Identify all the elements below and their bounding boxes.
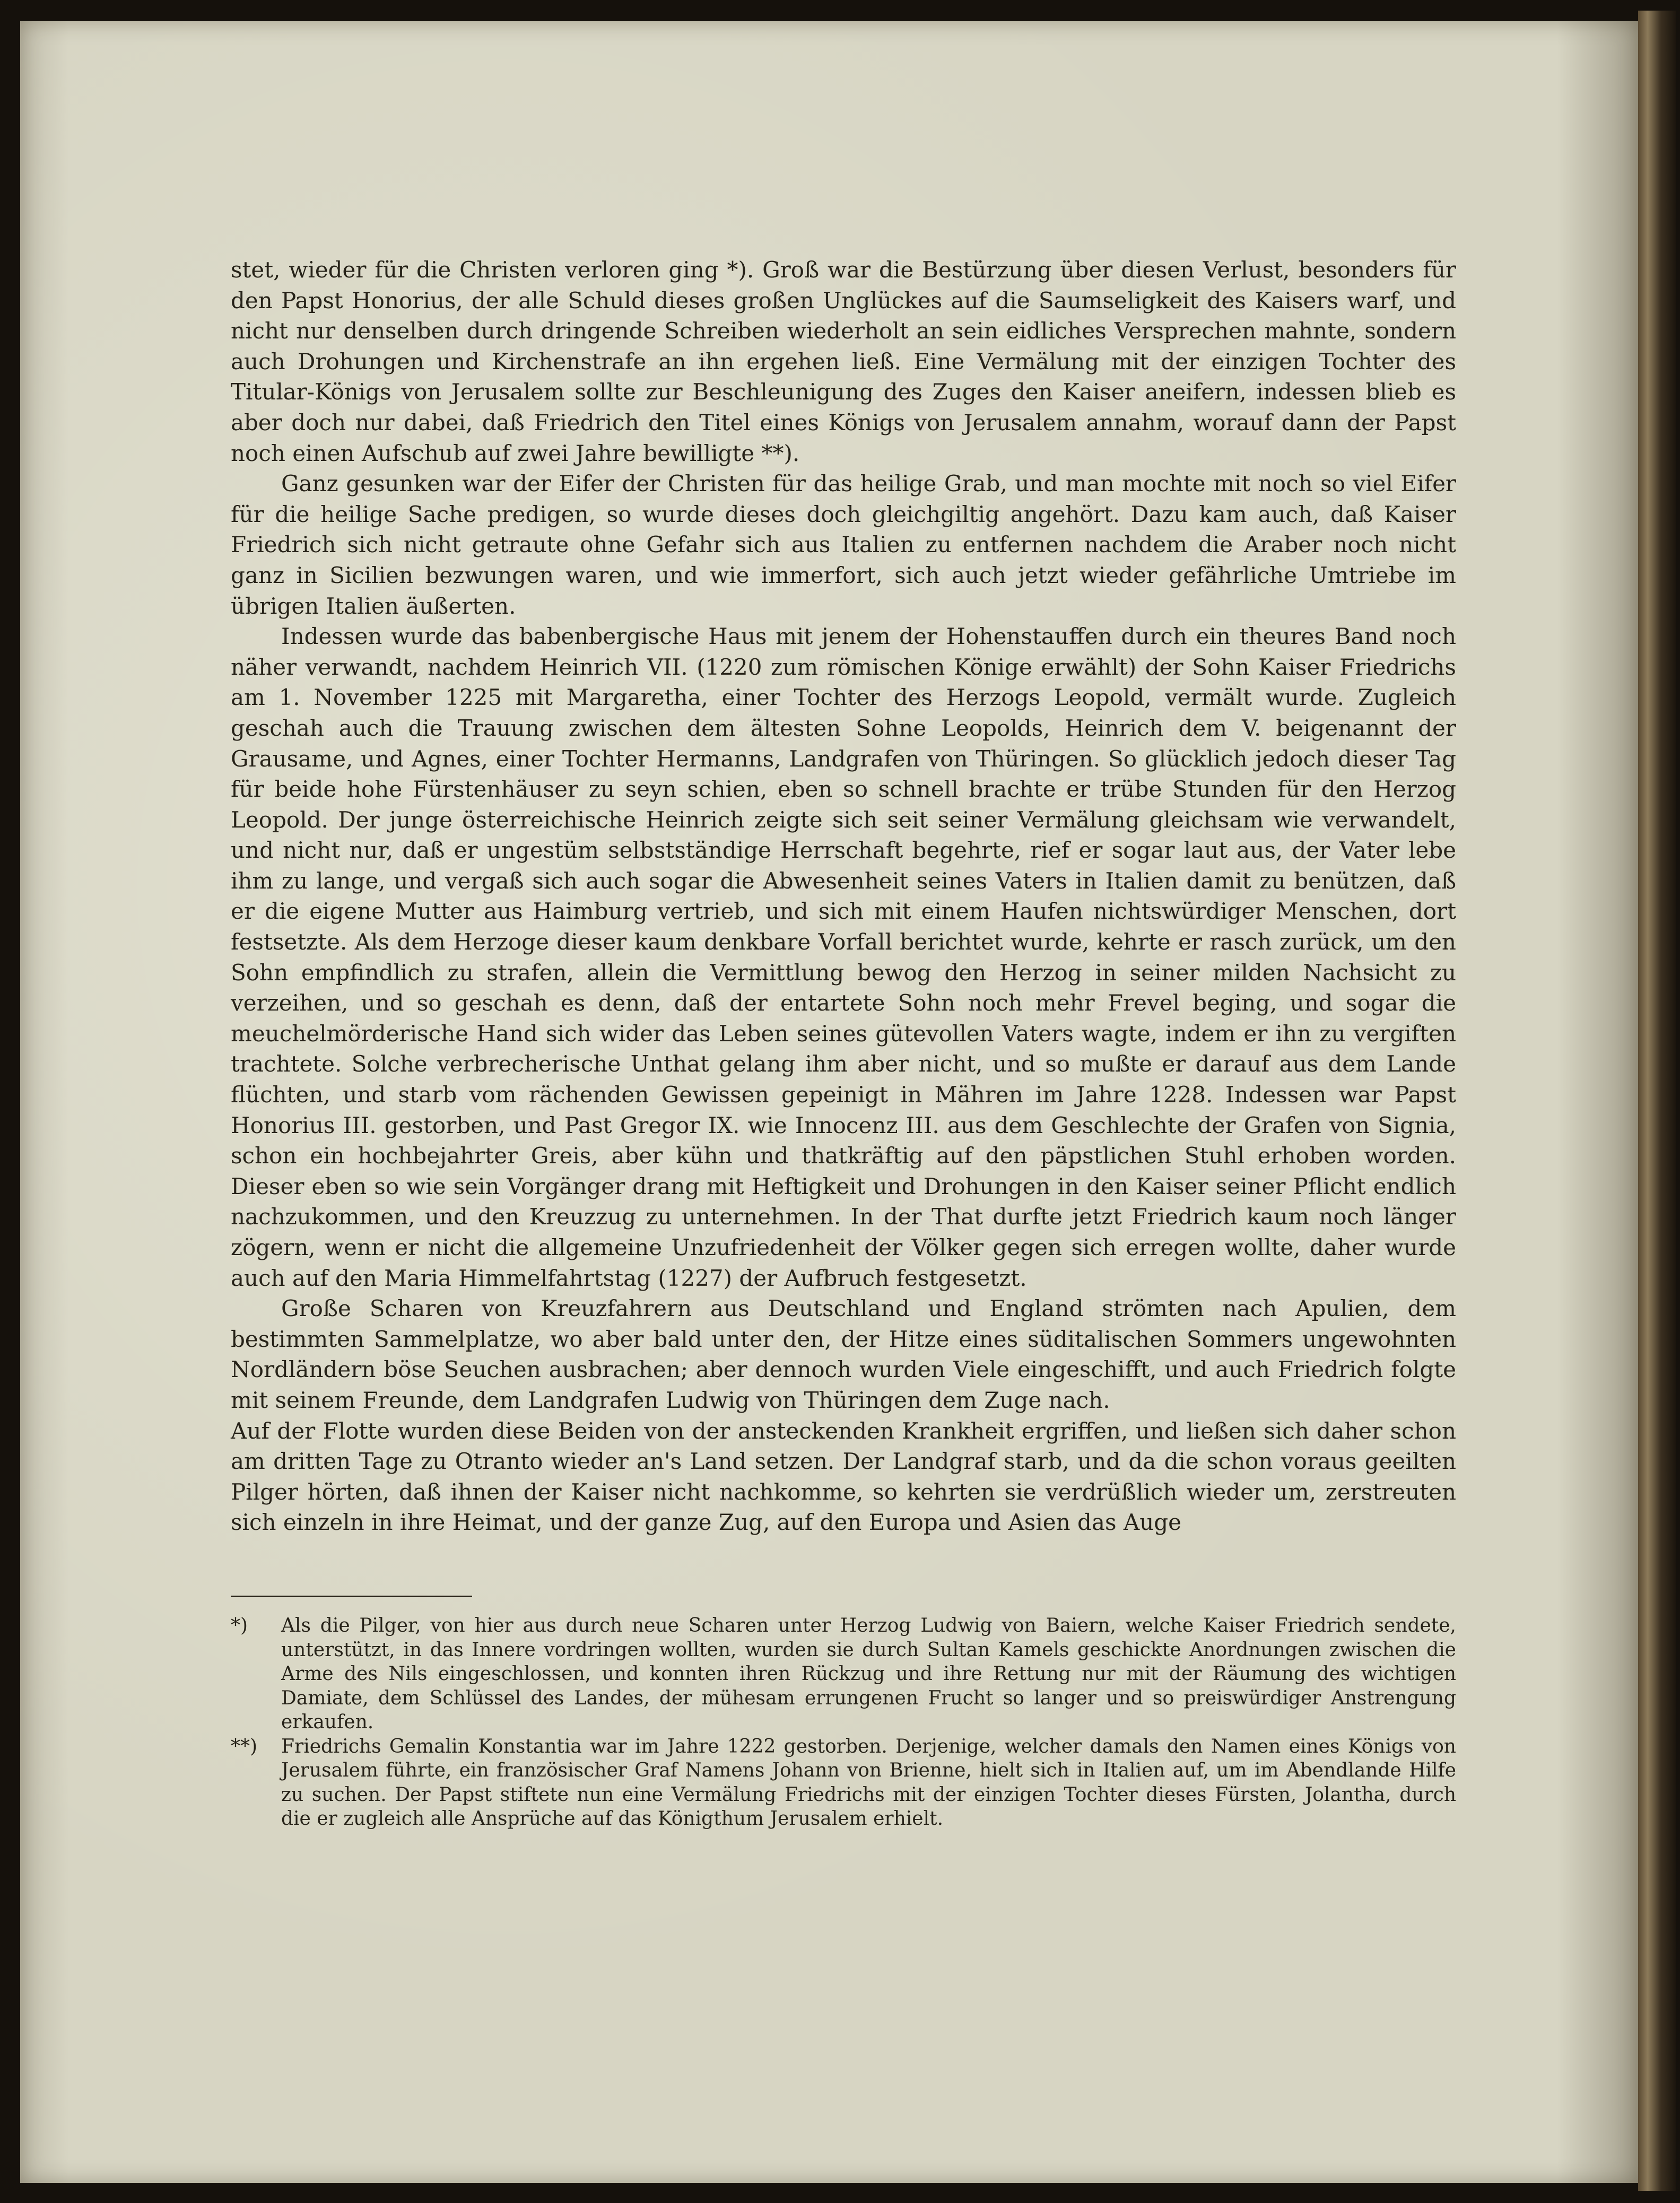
footnote-1-mark: *) <box>231 1615 248 1636</box>
footnote-rule <box>231 1596 472 1597</box>
paragraph-2: Ganz gesunken war der Eifer der Christen für das heilige Grab, und man mochte mit noch so viel Eifer für die heilige Sache predigen, so wurde dieses doch gleichgiltig angehört. Dazu kam auch, daß Kaiser Friedrich sich nicht getraute ohne Gefahr sich aus Italien zu entfernen nachdem die Araber noch nicht ganz in Sicilien bezwungen waren, und wie immerfort, sich auch jetzt wieder gefährliche Umtriebe im übrigen Italien äußerten. <box>231 471 1456 619</box>
footnote-1 <box>231 1614 1456 1735</box>
paragraph-1: stet, wieder für die Christen verloren ging *). Groß war die Bestürzung über diesen Verlust, besonders für den Papst Honorius, der alle Schuld dieses großen Unglückes auf die Saumseligkeit des Kaisers warf, und nicht nur denselben durch dringende Schreiben wiederholt an sein eidliches Versprechen mahnte, sondern auch Drohungen und Kirchenstrafe an ihn ergehen ließ. Eine Vermälung mit der einzigen Tochter des Titular-Königs von Jerusalem sollte zur Beschleunigung des Zuges den Kaiser aneifern, indessen blieb es aber doch nur dabei, daß Friedrich den Titel eines Königs von Jerusalem annahm, worauf dann der Papst noch einen Aufschub auf zwei Jahre bewilligte **). <box>231 257 1456 466</box>
footnotes <box>231 1614 1456 1831</box>
paragraph-4: Große Scharen von Kreuzfahrern aus Deutschland und England strömten nach Apulien, dem bestimmten Sammelplatze, wo aber bald unter den, der Hitze eines süditalischen Sommers ungewohnten Nordländern böse Seuchen ausbrachen; aber dennoch wurden Viele eingeschifft, und auch Friedrich folgte mit seinem Freunde, dem Landgrafen Ludwig von Thüringen dem Zuge nach. <box>231 1295 1456 1413</box>
paragraph-3: Indessen wurde das babenbergische Haus mit jenem der Hohenstauffen durch ein theures Band noch näher verwandt, nachdem Heinrich VII. (1220 zum römischen Könige erwählt) der Sohn Kaiser Friedrichs am 1. November 1225 mit Margaretha, einer Tochter des Herzogs Leopold, vermält wurde. Zugleich geschah auch die Trauung zwischen dem ältesten Sohne Leopolds, Heinrich dem V. beigenannt der Grausame, und Agnes, einer Tochter Hermanns, Landgrafen von Thüringen. So glücklich jedoch dieser Tag für beide hohe Fürstenhäuser zu seyn schien, eben so schnell brachte er trübe Stunden für den Herzog Leopold. Der junge österreichische Heinrich zeigte sich seit seiner Vermälung gleichsam wie verwandelt, und nicht nur, daß er ungestüm selbstständige Herrschaft begehrte, rief er sogar laut aus, der Vater lebe ihm zu lange, und vergaß sich auch sogar die Abwesenheit seines Vaters in Italien damit zu benützen, daß er die eigene Mutter aus Haimburg vertrieb, und sich mit einem Haufen nichtswürdiger Menschen, dort festsetzte. Als dem Herzoge dieser kaum denkbare Vorfall berichtet wurde, kehrte er rasch zurück, um den Sohn empfindlich zu strafen, allein die Vermittlung bewog den Herzog in seiner milden Nachsicht zu verzeihen, und so geschah es denn, daß der entartete Sohn noch mehr Frevel beging, und sogar die meuchelmörderische Hand sich wider das Leben seines gütevollen Vaters wagte, indem er ihn zu vergiften trachtete. Solche verbrecherische Unthat gelang ihm aber nicht, und so mußte er darauf aus dem Lande flüchten, und starb vom rächenden Gewissen gepeinigt in Mähren im Jahre 1228. Indessen war Papst Honorius III. gestorben, und Past Gregor IX. wie Innocenz III. aus dem Geschlechte der Grafen von Signia, schon ein hochbejahrter Greis, aber kühn und thatkräftig auf den päpstlichen Stuhl erhoben worden. Dieser eben so wie sein Vorgänger drang mit Heftigkeit und Drohungen in den Kaiser seiner Pflicht endlich nachzukommen, und den Kreuzzug zu unternehmen. In der That durfte jetzt Friedrich kaum noch länger zögern, wenn er nicht die allgemeine Unzufriedenheit der Völker gegen sich erregen wollte, daher wurde auch auf den Maria Himmelfahrtstag (1227) der Aufbruch festgesetzt. <box>231 623 1456 1291</box>
footnote-1-text: Als die Pilger, von hier aus durch neue Scharen unter Herzog Ludwig von Baiern, welche Kaiser Friedrich sendete, unterstützt, in das Innere vordringen wollten, wurden sie durch Sultan Kamels geschickte Anordnungen zwischen die Arme des Nils eingeschlossen, und konnten ihren Rückzug und ihre Rettung nur mit der Räumung des wichtigen Damiate, dem Schlüssel des Landes, der mühesam errungenen Frucht so langer und so preiswürdiger Anstrengung erkaufen. <box>281 1615 1456 1733</box>
main-text <box>231 255 1456 1538</box>
footnote-2-mark: **) <box>231 1735 258 1757</box>
book-page-edge <box>1638 11 1676 2191</box>
footnote-2 <box>231 1735 1456 1831</box>
footnote-2-text: Friedrichs Gemalin Konstantia war im Jahre 1222 gestorben. Derjenige, welcher damals den Namen eines Königs von Jerusalem führte, ein französischer Graf Namens Johann von Brienne, hielt sich in Italien auf, um im Abendlande Hilfe zu suchen. Der Papst stiftete nun eine Vermälung Friedrichs mit der einzigen Tochter dieses Fürsten, Jolantha, durch die er zugleich alle Ansprüche auf das Königthum Jerusalem erhielt. <box>281 1735 1456 1830</box>
paragraph-5: Auf der Flotte wurden diese Beiden von der ansteckenden Krankheit ergriffen, und ließen sich daher schon am dritten Tage zu Otranto wieder an's Land setzen. Der Landgraf starb, und da die schon voraus geeilten Pilger hörten, daß ihnen der Kaiser nicht nachkomme, so kehrten sie verdrüßlich wieder um, zerstreuten sich einzeln in ihre Heimat, und der ganze Zug, auf den Europa und Asien das Auge <box>231 1417 1456 1536</box>
